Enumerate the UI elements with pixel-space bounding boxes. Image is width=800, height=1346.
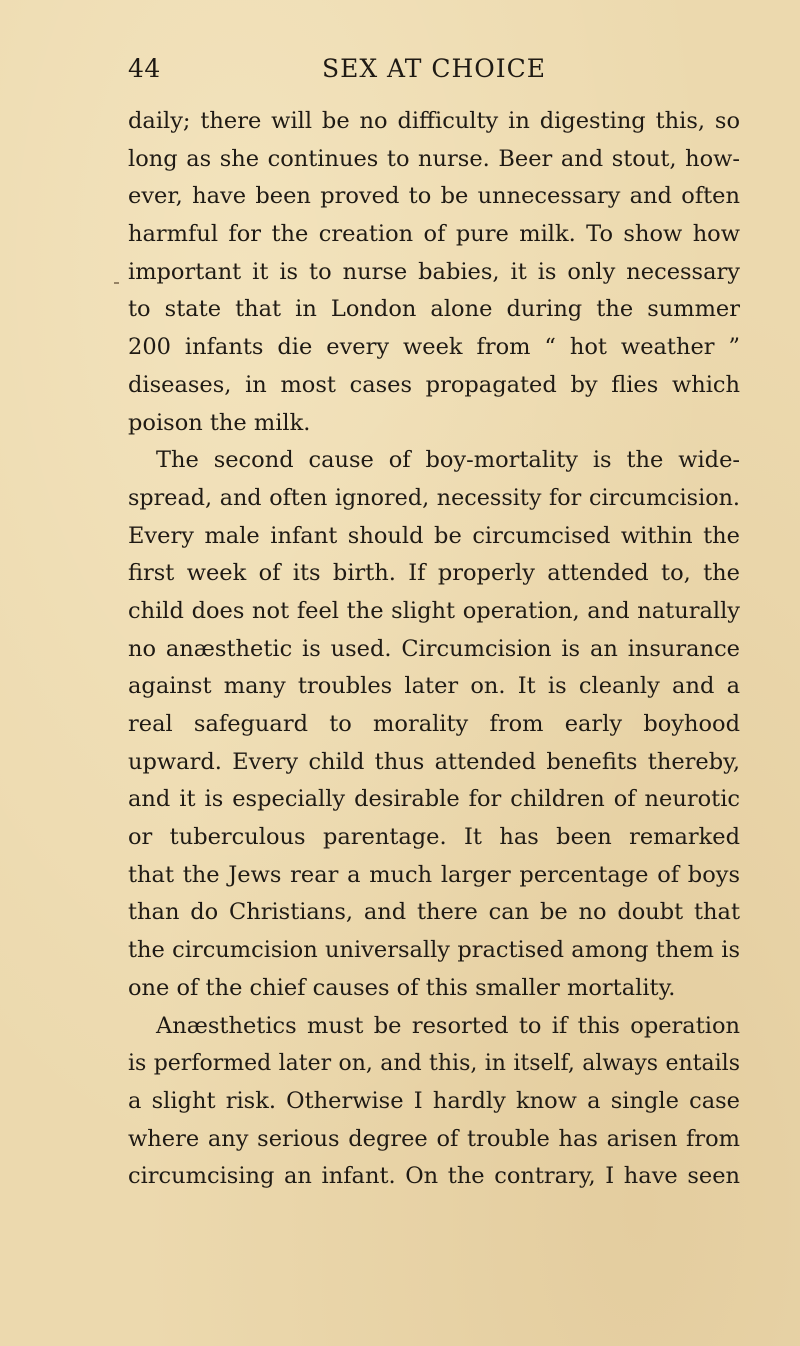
text-line: harmful for the creation of pure milk. To show how	[128, 221, 740, 248]
text-line: first week of its birth. If properly attended to, the	[128, 560, 740, 587]
text-line: 200 infants die every week from “ hot weather ”	[128, 334, 740, 361]
paragraph-last-line: poison the milk.	[128, 409, 311, 436]
body-text	[128, 103, 740, 1196]
text-line: against many troubles later on. It is cleanly and a	[128, 673, 740, 700]
text-line: daily; there will be no difficulty in digesting this, so	[128, 108, 740, 134]
paragraph-last-line: one of the chief causes of this smaller mortality.	[128, 974, 676, 1001]
text-line: that the Jews rear a much larger percentage of boys	[128, 861, 740, 888]
text-line: and it is especially desirable for children of neurotic	[128, 786, 740, 813]
text-line: Every male infant should be circumcised within the	[128, 522, 740, 549]
text-line: upward. Every child thus attended benefits thereby,	[128, 748, 740, 775]
text-line: ever, have been proved to be unnecessary and often	[128, 183, 740, 210]
text-line: is performed later on, and this, in itself, always entails	[128, 1051, 740, 1077]
running-head	[128, 54, 740, 94]
text-line: no anæsthetic is used. Circumcision is an insurance	[128, 635, 740, 662]
text-line: spread, and often ignored, necessity for circumcision.	[128, 484, 740, 511]
page-number: 44	[128, 54, 161, 83]
text-line: important it is to nurse babies, it is only necessary	[128, 258, 740, 285]
text-line: the circumcision universally practised among them is	[128, 937, 740, 964]
text-line: where any serious degree of trouble has arisen from	[128, 1125, 740, 1152]
text-line: diseases, in most cases propagated by flies which	[128, 371, 740, 398]
paragraph-first-line: The second cause of boy-mortality is the wide-	[156, 447, 740, 474]
running-head-title: SEX AT CHOICE	[321, 54, 547, 83]
text-line: to state that in London alone during the summer	[128, 296, 740, 323]
text-line: long as she continues to nurse. Beer and stout, how-	[128, 145, 740, 172]
text-line: or tuberculous parentage. It has been remarked	[128, 824, 740, 851]
margin-mark	[114, 282, 119, 284]
text-line: child does not feel the slight operation, and naturally	[128, 597, 740, 624]
text-line: circumcising an infant. On the contrary, I have seen	[128, 1163, 740, 1190]
paragraph-first-line: Anæsthetics must be resorted to if this operation	[156, 1012, 740, 1039]
text-line: a slight risk. Otherwise I hardly know a single case	[128, 1087, 740, 1114]
text-line: real safeguard to morality from early boyhood	[128, 711, 740, 737]
text-line: than do Christians, and there can be no doubt that	[128, 899, 740, 926]
